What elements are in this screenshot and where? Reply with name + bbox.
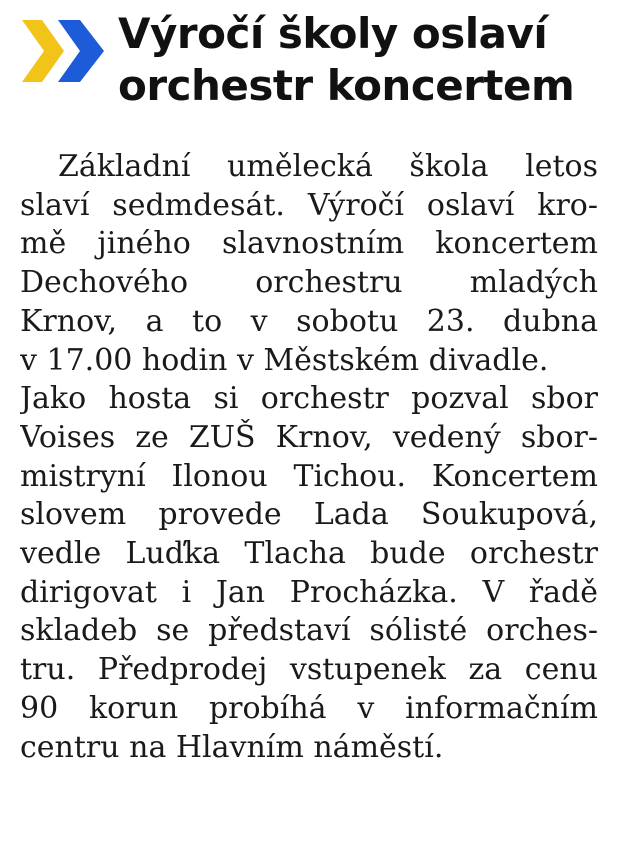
body-line: mistryní Ilonou Tichou. Koncertem <box>20 458 598 494</box>
article-body <box>20 148 598 767</box>
body-line: mě jiného slavnostním koncertem <box>20 226 598 262</box>
body-line: Jako hosta si orchestr pozval sbor <box>20 381 598 417</box>
body-line: Dechového orchestru mladých <box>20 265 598 301</box>
body-line: Krnov, a to v sobotu 23. dubna <box>20 303 598 339</box>
body-line: Základní umělecká škola letos <box>58 149 598 184</box>
body-line: skladeb se představí sólisté orches- <box>20 613 598 649</box>
headline-line-1: Výročí školy oslaví <box>118 9 548 58</box>
article-header <box>22 8 612 128</box>
body-line: slovem provede Lada Soukupová, <box>20 497 598 533</box>
body-line: v 17.00 hodin v Městském divadle. <box>20 342 549 378</box>
headline-line-2: orchestr koncertem <box>118 61 575 110</box>
double-chevron-icon <box>22 20 104 82</box>
body-line: Voises ze ZUŠ Krnov, vedený sbor- <box>20 419 598 455</box>
body-line: centru na Hlavním náměstí. <box>20 729 444 765</box>
body-line: dirigovat i Jan Procházka. V řadě <box>20 574 598 610</box>
chevron-yellow <box>22 20 64 82</box>
body-line: tru. Předprodej vstupenek za cenu <box>20 652 598 688</box>
article-headline <box>118 8 574 112</box>
body-line: 90 korun probíhá v informačním <box>20 690 598 726</box>
body-line: slaví sedmdesát. Výročí oslaví kro- <box>20 187 598 223</box>
body-line: vedle Luďka Tlacha bude orchestr <box>20 536 598 572</box>
chevron-blue <box>58 20 104 82</box>
